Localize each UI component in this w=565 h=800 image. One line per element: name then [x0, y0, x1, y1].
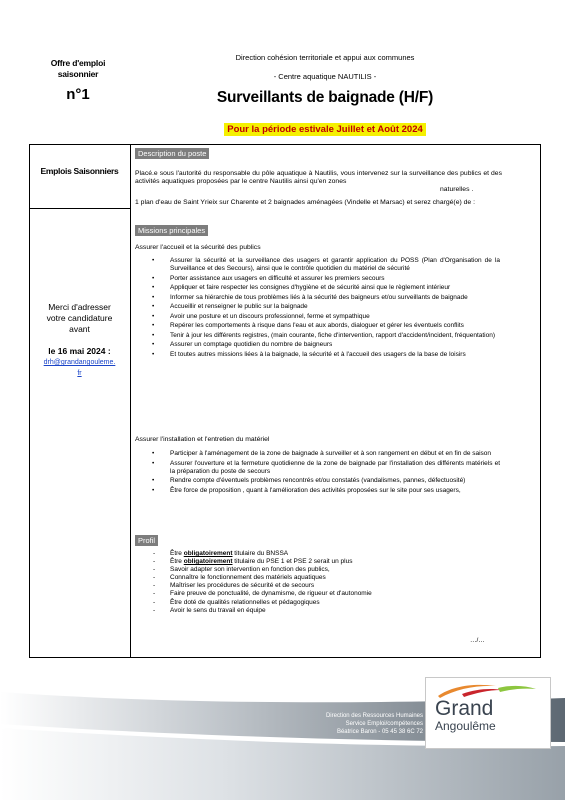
sidebar-message-line-1: Merci d'adresser: [48, 302, 111, 312]
list-item: - Connaître le fonctionnement des matériels aquatiques: [135, 574, 505, 582]
missions-group-1-title: Assurer l'accueil et la sécurité des publics: [135, 244, 261, 251]
offer-line-2: saisonnier: [57, 69, 99, 79]
list-item: • Avoir une posture et un discours professionnel, ferme et sympathique: [135, 313, 500, 321]
list-item: • Appliquer et faire respecter les consignes d'hygiène et de sécurité ainsi que le règlement intérieur: [135, 284, 500, 292]
list-item: • Informer sa hiérarchie de tous problèmes liés à la sécurité des baigneurs et/ou surveillants de baignade: [135, 294, 500, 302]
sidebar-message-line-2: votre candidature: [46, 313, 113, 323]
list-item: • Accueillir et renseigner le public sur la baignade: [135, 303, 500, 311]
offer-label: [30, 58, 126, 80]
list-item: • Et toutes autres missions liées à la baignade, la sécurité et à l'accueil des usagers de la base de loisirs: [135, 351, 500, 359]
sidebar-divider: [29, 208, 130, 209]
sidebar-emplois: Emplois Saisonniers: [40, 166, 119, 176]
logo-text-grand: Grand: [435, 697, 494, 720]
continuation-mark: …/…: [470, 637, 485, 644]
list-item: • Repérer les comportements à risque dans l'eau et aux abords, dialoguer et gérer les éventuels conflits: [135, 322, 500, 330]
direction-text: Direction cohésion territoriale et appui aux communes: [235, 53, 415, 62]
list-item: [135, 558, 505, 566]
list-item: • Être force de proposition , quant à l'amélioration des activités proposées sur le site pour ses usagers,: [135, 487, 500, 495]
profil-item-2-emphasis: obligatoirement: [183, 558, 233, 566]
centre-text: - Centre aquatique NAUTILIS -: [273, 72, 377, 81]
list-item: • Participer à l'aménagement de la zone de baignade à surveiller et à son rangement en début et en fin de saison: [135, 450, 500, 458]
description-text-1b: naturelles .: [440, 186, 474, 193]
profil-item-1-pre: Être: [170, 550, 184, 557]
email-link[interactable]: [31, 357, 128, 379]
list-item: • Tenir à jour les différents registres, (main courante, fiche d'intervention, rapport d'accident/incident, fréquentation): [135, 332, 500, 340]
list-item: • Assurer l'ouverture et la fermeture quotidienne de la zone de baignade par l'installation des différents matériels et la préparation du poste de secours: [135, 460, 500, 477]
list-item: - Maîtriser les procédures de sécurité et de secours: [135, 582, 505, 590]
section-heading-profil: Profil: [135, 535, 158, 546]
logo-text-angouleme: Angoulême: [435, 719, 496, 733]
period-banner: [150, 119, 500, 137]
profil-item-2-post: titulaire du PSE 1 et PSE 2 serait un plus: [232, 558, 353, 566]
page-title: Surveillants de baignade (H/F): [216, 89, 434, 106]
description-text-1: Placé.e sous l'autorité du responsable du pôle aquatique à Nautilis, vous intervenez sur la surveillance des publics et des activités aquatiques proposées par le centre Nautilis ainsi qu'en zones: [135, 170, 502, 186]
column-divider: [130, 144, 131, 657]
footer-line-1: Direction des Ressources Humaines: [325, 713, 423, 719]
section-heading-missions: Missions principales: [135, 225, 208, 236]
missions-group-1-list: [135, 257, 500, 360]
offer-number: n°1: [66, 86, 90, 103]
missions-group-2-title: Assurer l'installation et l'entretien du matériel: [135, 436, 270, 443]
description-text-2: 1 plan d'eau de Saint Yrieix sur Charente et 2 baignades aménagées (Vindelle et Marsac) et serez chargé(e) de :: [135, 199, 475, 206]
missions-group-2-list: [135, 450, 500, 496]
section-heading-description: Description du poste: [135, 148, 209, 159]
profil-list: [135, 550, 505, 615]
profil-item-2-pre: Être: [170, 558, 184, 566]
deadline-date: le 16 mai 2024 :: [48, 346, 111, 356]
sidebar-message: [31, 302, 128, 335]
sidebar-message-line-3: avant: [69, 324, 90, 334]
email-link-line-2[interactable]: fr: [77, 370, 82, 377]
list-item: - Être doté de qualités relationnelles et pédagogiques: [135, 599, 505, 607]
period-text: Pour la période estivale Juillet et Août 2024: [224, 123, 426, 136]
offer-line-1: Offre d'emploi: [50, 58, 106, 68]
list-item: • Porter assistance aux usagers en difficulté et assurer les premiers secours: [135, 275, 500, 283]
list-item: • Assurer un comptage quotidien du nombre de baigneurs: [135, 341, 500, 349]
list-item: - Avoir le sens du travail en équipe: [135, 607, 505, 615]
list-item: - Faire preuve de ponctualité, de dynamisme, de rigueur et d'autonomie: [135, 590, 505, 598]
list-item: - Savoir adapter son intervention en fonction des publics,: [135, 566, 505, 574]
profil-item-1-emphasis: obligatoirement: [183, 550, 233, 557]
footer-line-3: Béatrice Baron - 05 45 38 6C 72: [336, 729, 423, 735]
list-item: • Assurer la sécurité et la surveillance des usagers et garantir application du POSS (Plan d'Organisation de la Surveillance et des Secours), ainsi que le contrôle quotidien du matériel de sécurité: [135, 257, 500, 274]
email-link-line-1[interactable]: drh@grandangouleme.: [43, 359, 116, 366]
list-item: [135, 550, 505, 558]
list-item: • Rendre compte d'éventuels problèmes rencontrés et/ou constatés (vandalismes, pannes, défectuosité): [135, 477, 500, 485]
profil-item-1-post: titulaire du BNSSA: [232, 550, 289, 557]
footer-line-2: Service Emploi/compétences: [345, 721, 423, 727]
